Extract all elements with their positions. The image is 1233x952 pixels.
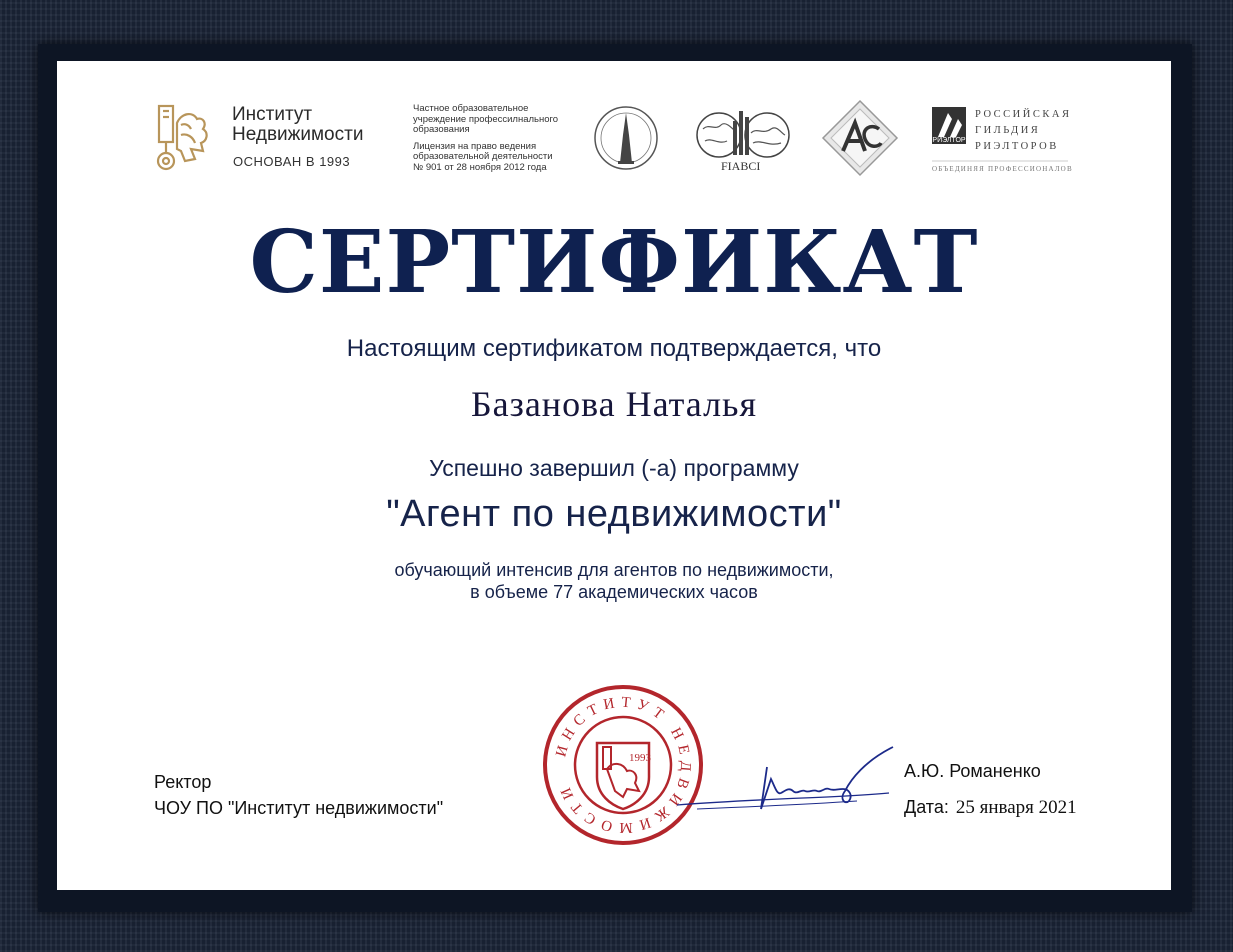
institute-name-line1: Институт [232,104,313,125]
realtors-guild-title [975,107,1071,155]
completion-statement: Успешно завершил (-а) программу [429,455,799,481]
rgr-line1: РОССИЙСКАЯ [975,109,1072,120]
certificate-title: СЕРТИФИКАТ [249,212,979,313]
svg-text:1993: 1993 [629,752,651,764]
confirm-statement: Настоящим сертификатом подтверждается, что [346,335,882,362]
description-line2: в объеме 77 академических часов [470,582,758,602]
date-value: 25 января 2021 [955,797,1077,818]
fiabci-label: FIABCI [721,159,761,173]
realtor-badge: РИЭЛТОР [932,137,966,144]
program-name: "Агент по недвижимости" [386,493,842,535]
org-line1: Частное образовательное [413,103,529,114]
rgr-line2: ГИЛЬДИЯ [975,125,1041,136]
org-line2: учреждение профессилнального [413,113,559,125]
rector-organization: ЧОУ ПО "Институт недвижимости" [154,798,444,818]
issue-date [904,797,1077,819]
rgr-line3: РИЭЛТОРОВ [975,141,1059,152]
date-label: Дата: [904,797,949,817]
realtors-guild-slogan: ОБЪЕДИНЯЯ ПРОФЕССИОНАЛОВ [932,165,1073,173]
signer-name: А.Ю. Романенко [904,761,1041,781]
rector-block [154,769,443,821]
institute-name-line2: Недвижимости [232,124,364,145]
org-line3: образования [413,124,470,135]
license-line3: № 901 от 28 ноября 2012 года [413,161,547,173]
diamond-ac-logo-icon [821,99,899,177]
certificate-paper [57,61,1171,890]
license-line2: образовательной деятельности [413,151,553,162]
description-line1: обучающий интенсив для агентов по недвижимости, [394,560,834,580]
institute-name [232,105,363,145]
organization-info [413,104,583,173]
program-description [57,559,1171,603]
rector-title: Ректор [154,772,212,792]
founded-year: ОСНОВАН В 1993 [233,154,351,169]
institute-key-lion-logo-icon [151,103,215,173]
svg-text:ИНСТИТУТ НЕДВИЖИМОСТИ: ИНСТИТУТ НЕДВИЖИМОСТИ [553,694,694,836]
guild-tower-logo-icon [593,105,659,171]
license-line1: Лицензия на право ведения [413,140,537,152]
recipient-name: Базанова Наталья [470,384,758,424]
rector-signature [657,739,907,839]
